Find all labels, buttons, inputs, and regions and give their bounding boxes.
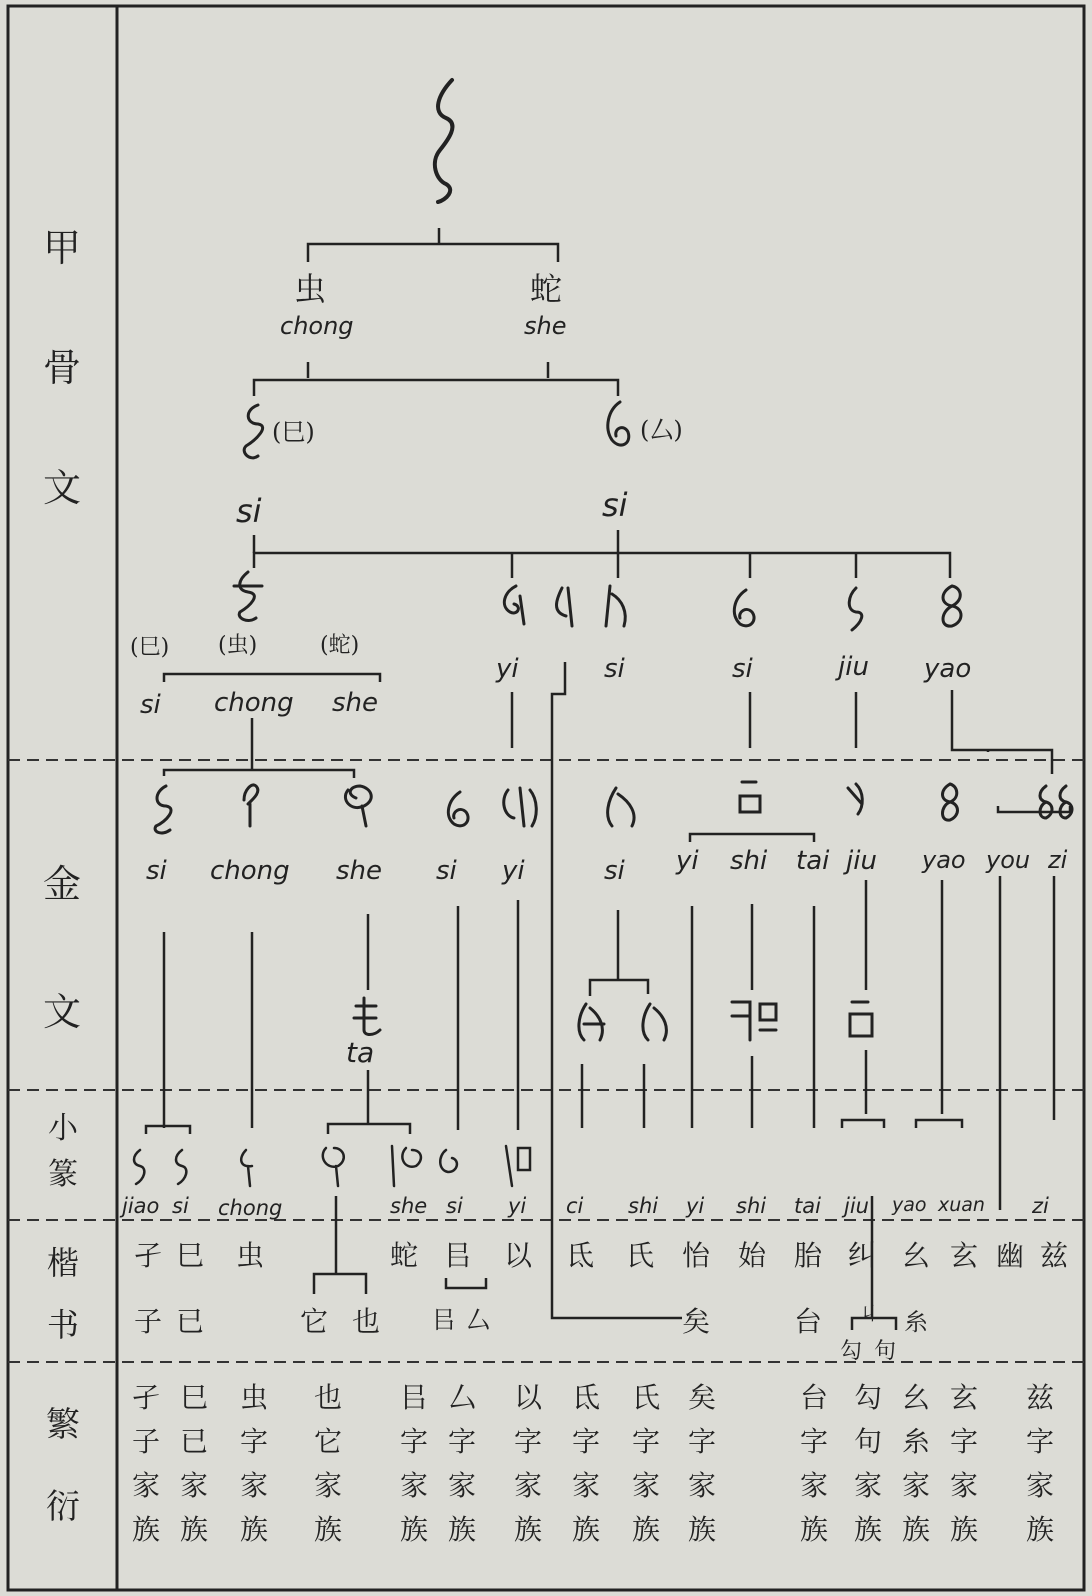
oracle-sub-pinyin: si [140, 690, 161, 720]
oracle-branch-glyphs [504, 586, 961, 630]
regular-char: 幺 [902, 1239, 931, 1272]
regular-char: 以 [504, 1239, 533, 1272]
bronze-pinyin: yi [676, 846, 699, 876]
regular-char: 句 [874, 1339, 897, 1364]
bronze-pinyin: si [604, 856, 625, 886]
oracle-si-glyph-right [608, 402, 629, 445]
bronze-pinyin: you [986, 846, 1031, 874]
seal-glyphs [134, 1146, 530, 1186]
regular-char: 也 [352, 1305, 381, 1338]
family-label: 勾句家族 [853, 1381, 882, 1546]
seal-pinyin: jiu [844, 1194, 869, 1218]
oracle-left-pinyin: si [236, 492, 262, 530]
seal-pinyin: chong [218, 1196, 283, 1220]
family-label: 玄字家族 [949, 1381, 978, 1546]
oracle-branch-pinyin: si [604, 654, 625, 684]
regular-char: 子 [134, 1305, 163, 1338]
oracle-si-glyph-left [244, 405, 262, 458]
regular-char: 丩 [860, 1304, 878, 1325]
stage-label-oracle-bone: 甲骨文 [42, 226, 81, 510]
regular-char: 矣 [682, 1305, 711, 1338]
oracle-sub-label: (巳) [130, 635, 170, 660]
seal-pinyin: yao [892, 1194, 927, 1216]
seal-pinyin: si [172, 1194, 189, 1218]
bronze-pinyin: shi [730, 846, 768, 876]
oracle-sub-pinyin: chong [214, 688, 294, 718]
seal-pinyin: jiao [122, 1194, 160, 1218]
seal-pinyin: ci [566, 1194, 584, 1218]
regular-char: 糸 [904, 1308, 928, 1336]
stage-label-derivation: 繁衍 [46, 1405, 80, 1527]
oracle-sub-glyph [234, 572, 262, 620]
regular-char: 氏 [626, 1239, 655, 1272]
regular-char: 台 [794, 1305, 823, 1338]
family-label: 矣字家族 [687, 1381, 716, 1546]
oracle-snake-glyph [435, 80, 453, 202]
oracle-branch-pinyin: yao [924, 654, 972, 684]
seal-pinyin: si [446, 1194, 463, 1218]
bronze-pinyin: zi [1048, 846, 1068, 874]
bronze-glyphs [155, 782, 1072, 833]
bronze-pinyin: yi [502, 856, 525, 886]
oracle-she-character: 蛇 [530, 270, 563, 308]
regular-char: 㠯 [444, 1239, 473, 1272]
bronze-pinyin: she [336, 856, 383, 886]
family-label: 以字家族 [513, 1381, 542, 1546]
oracle-left-note: (巳) [272, 418, 315, 446]
regular-char: 㠯 [432, 1306, 456, 1334]
family-label: 台字家族 [799, 1381, 828, 1546]
oracle-sub-label: (蛇) [320, 633, 360, 658]
seal-pinyin: shi [736, 1194, 767, 1218]
regular-char: 厶 [466, 1306, 490, 1334]
family-label: 也它家族 [313, 1381, 342, 1546]
oracle-chong-pinyin: chong [280, 312, 354, 340]
stage-label-regular-script: 楷书 [46, 1244, 79, 1344]
bronze-pinyin: jiu [846, 846, 877, 876]
stage-label-bronze: 金文 [42, 862, 81, 1034]
regular-char: 巳 [176, 1239, 205, 1272]
seal-pinyin: zi [1032, 1194, 1049, 1218]
seal-pinyin: she [390, 1194, 428, 1218]
bronze-pinyin: chong [210, 856, 290, 886]
oracle-branch-pinyin: yi [496, 654, 519, 684]
regular-char: 蛇 [390, 1239, 419, 1272]
seal-pinyin: yi [686, 1194, 705, 1218]
regular-char: 玄 [950, 1239, 979, 1272]
bronze-pinyin: yao [922, 846, 966, 874]
bronze-late-glyphs [354, 998, 872, 1040]
family-label: 氐字家族 [571, 1381, 600, 1546]
seal-pinyin: shi [628, 1194, 659, 1218]
regular-char: 纠 [848, 1239, 877, 1272]
bronze-pinyin: tai [796, 846, 830, 876]
oracle-right-note: (厶) [640, 416, 683, 444]
oracle-she-pinyin: she [524, 312, 567, 340]
oracle-sub-label: (虫) [218, 633, 258, 658]
bronze-pinyin: si [436, 856, 457, 886]
seal-pinyin: yi [508, 1194, 527, 1218]
oracle-branch-pinyin: jiu [838, 652, 869, 682]
family-label: 虫字家族 [239, 1381, 268, 1546]
seal-pinyin: xuan [938, 1194, 985, 1216]
family-label: 孑子家族 [131, 1381, 160, 1546]
family-label: 㠯字家族 [399, 1381, 428, 1546]
regular-char: 胎 [794, 1239, 823, 1272]
regular-char: 虫 [236, 1239, 265, 1272]
tree-connectors [146, 228, 1070, 1330]
oracle-branch-pinyin: si [732, 654, 753, 684]
regular-char: 已 [176, 1305, 205, 1338]
stage-label-small-seal: 小篆 [48, 1111, 78, 1192]
family-label: 兹字家族 [1025, 1381, 1054, 1546]
regular-char: 幽 [996, 1239, 1025, 1272]
bronze-ta-pinyin: ta [346, 1036, 375, 1069]
family-label: 巳已家族 [179, 1381, 208, 1546]
oracle-right-pinyin: si [602, 486, 628, 524]
regular-char: 勾 [840, 1339, 863, 1364]
family-label: 幺糸家族 [901, 1381, 930, 1546]
regular-char: 怡 [682, 1239, 711, 1272]
bronze-pinyin: si [146, 856, 167, 886]
regular-char: 始 [738, 1239, 767, 1272]
family-label: 厶字家族 [447, 1381, 476, 1546]
regular-char: 氐 [566, 1239, 595, 1272]
regular-char: 孑 [134, 1239, 163, 1272]
seal-pinyin: tai [794, 1194, 821, 1218]
oracle-chong-character: 虫 [294, 270, 327, 308]
regular-char: 它 [300, 1305, 329, 1338]
oracle-sub-pinyin: she [332, 688, 379, 718]
family-label: 氏字家族 [631, 1381, 660, 1546]
regular-char: 兹 [1040, 1239, 1069, 1272]
